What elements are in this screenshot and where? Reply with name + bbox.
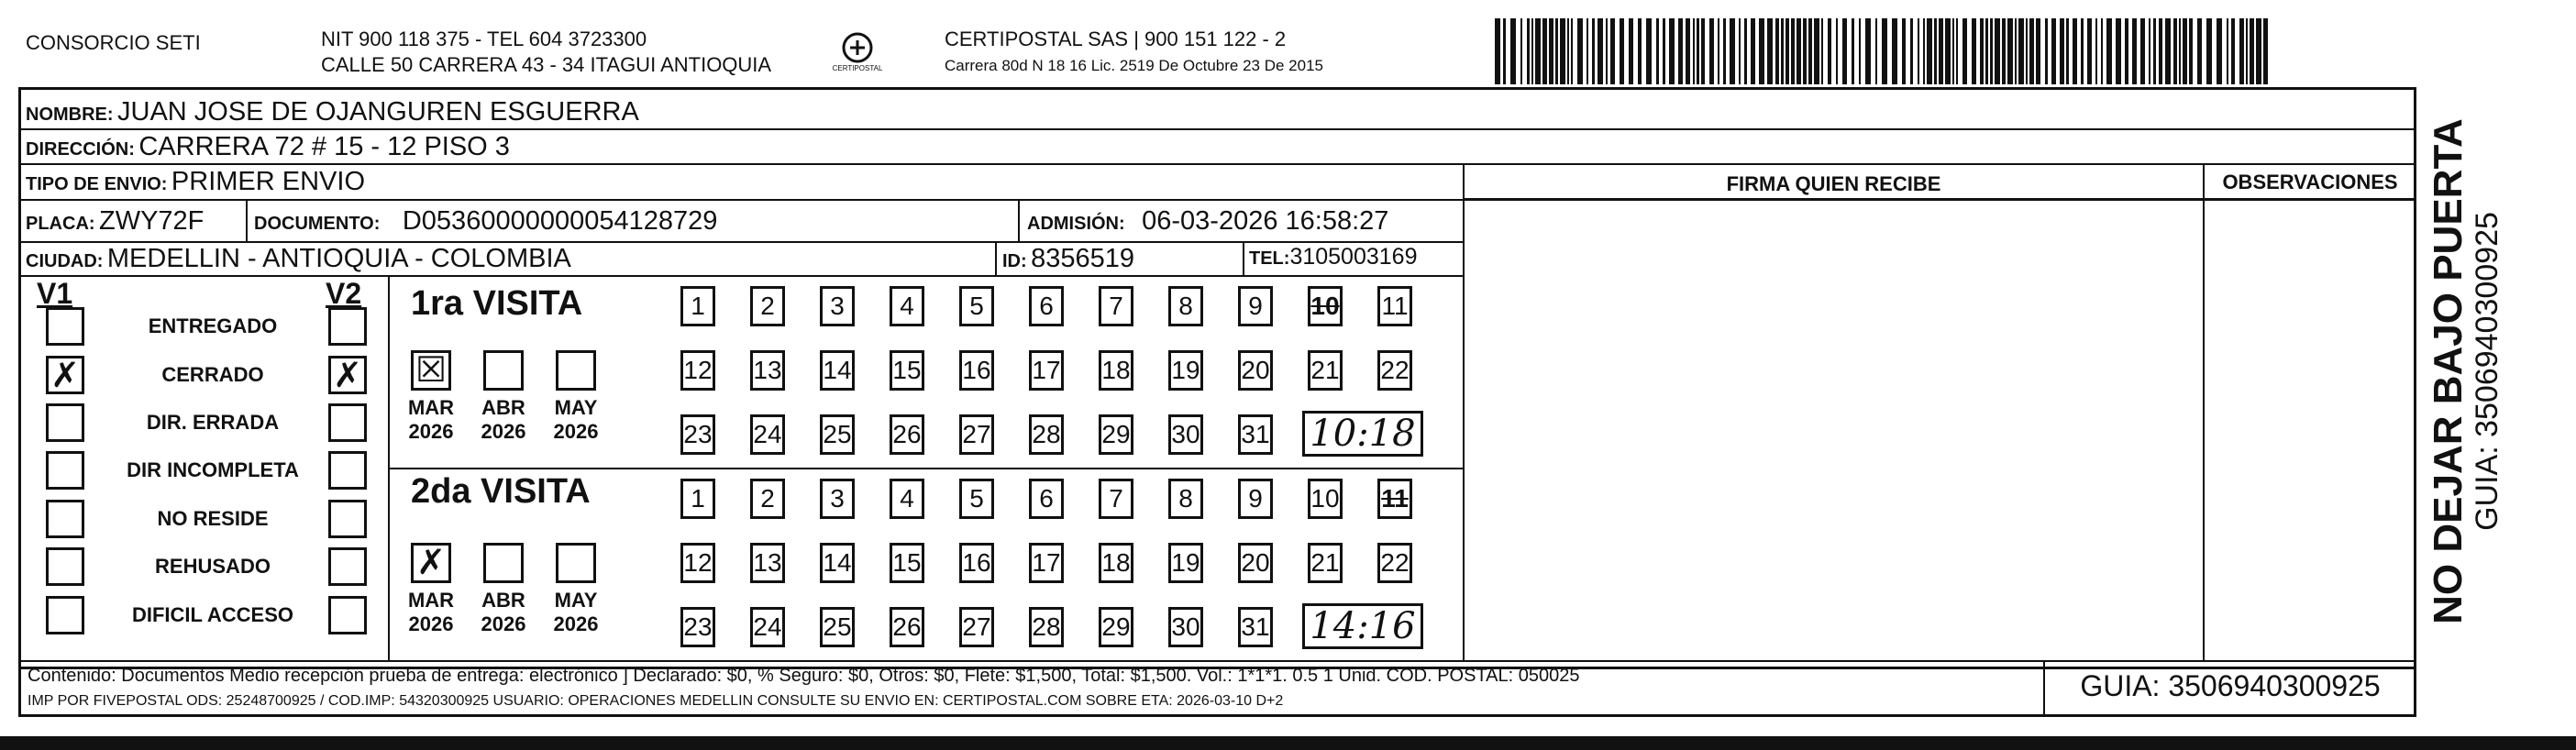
barcode-bar bbox=[1587, 18, 1588, 84]
month-name: ABR bbox=[481, 589, 525, 612]
v1-checkbox[interactable]: ✗ bbox=[46, 356, 84, 394]
barcode-bar bbox=[2206, 18, 2212, 84]
day-box[interactable]: 5 bbox=[959, 479, 994, 519]
barcode-bar bbox=[1939, 18, 1943, 84]
barcode-bar bbox=[1859, 18, 1861, 84]
admission-value: 06-03-2026 16:58:27 bbox=[1142, 206, 1389, 236]
barcode bbox=[1495, 18, 2274, 84]
day-box[interactable]: 26 bbox=[890, 607, 924, 647]
day-box[interactable]: 2 bbox=[750, 286, 785, 326]
barcode-bar bbox=[2217, 18, 2222, 84]
barcode-bar bbox=[2179, 18, 2181, 84]
barcode-bar bbox=[2060, 18, 2064, 84]
barcode-bar bbox=[1814, 18, 1819, 84]
barcode-bar bbox=[1527, 18, 1530, 84]
barcode-bar bbox=[1828, 18, 1831, 84]
plate-label: PLACA: bbox=[26, 214, 95, 234]
day-box[interactable]: 12 bbox=[680, 543, 715, 583]
status-label: NO RESIDE bbox=[157, 507, 269, 530]
status-label: DIFICIL ACCESO bbox=[131, 603, 293, 626]
month-name: MAR bbox=[407, 396, 455, 419]
month-year: 2026 bbox=[553, 612, 599, 635]
day-box[interactable]: 23 bbox=[680, 414, 715, 455]
barcode-bar bbox=[1693, 18, 1695, 84]
id-label: ID: bbox=[1002, 251, 1027, 271]
barcode-bar bbox=[1620, 18, 1624, 84]
document-row bbox=[254, 206, 717, 237]
month-year: 2026 bbox=[481, 612, 526, 635]
month-label bbox=[404, 589, 459, 636]
plate-row bbox=[26, 206, 204, 237]
barcode-bar bbox=[1797, 18, 1801, 84]
barcode-bar bbox=[2051, 18, 2056, 84]
address-label: DIRECCIÓN: bbox=[26, 139, 135, 160]
day-box[interactable]: 31 bbox=[1238, 607, 1273, 647]
month-checkbox[interactable]: ☒ bbox=[411, 350, 451, 391]
day-box[interactable]: 29 bbox=[1099, 607, 1133, 647]
recipient-address: CARRERA 72 # 15 - 12 PISO 3 bbox=[138, 132, 510, 161]
footer-guia: GUIA: 3506940300925 bbox=[2080, 669, 2381, 702]
day-box[interactable]: 8 bbox=[1168, 479, 1203, 519]
barcode-bar bbox=[2101, 18, 2103, 84]
barcode-bar bbox=[2087, 18, 2092, 84]
barcode-bar bbox=[1995, 18, 2000, 84]
barcode-bar bbox=[1686, 18, 1690, 84]
imp-line: IMP POR FIVEPOSTAL ODS: 25248700925 / COD.IMP: 54320300925 USUARIO: OPERACIONES MEDELLIN CONSULTE SU ENVIO EN: CERTIPOSTAL.COM SOBRE ETA: 2026-03-10 D+2 bbox=[28, 693, 1284, 709]
day-box[interactable]: 17 bbox=[1029, 543, 1064, 583]
month-label bbox=[404, 396, 459, 444]
address-line: CALLE 50 CARRERA 43 - 34 ITAGUI ANTIOQUIA bbox=[321, 53, 772, 76]
barcode-bar bbox=[1701, 18, 1705, 84]
day-box[interactable]: 19 bbox=[1168, 350, 1203, 391]
company-name: CONSORCIO SETI bbox=[26, 31, 201, 54]
barcode-bar bbox=[2227, 18, 2228, 84]
day-box[interactable]: 20 bbox=[1238, 543, 1273, 583]
barcode-bar bbox=[1510, 18, 1516, 84]
v2-checkbox[interactable] bbox=[328, 403, 367, 442]
day-box[interactable]: 25 bbox=[820, 414, 855, 455]
day-box[interactable]: 19 bbox=[1168, 543, 1203, 583]
status-label: DIR INCOMPLETA bbox=[127, 458, 299, 481]
observaciones-label: OBSERVACIONES bbox=[2222, 171, 2398, 193]
name-label: NOMBRE: bbox=[26, 105, 114, 125]
v2-checkbox[interactable] bbox=[328, 307, 367, 346]
shipment-type: PRIMER ENVIO bbox=[171, 167, 366, 196]
barcode-bar bbox=[1751, 18, 1755, 84]
day-box[interactable]: 6 bbox=[1029, 479, 1064, 519]
month-checkbox[interactable]: ✗ bbox=[411, 543, 451, 583]
barcode-bar bbox=[1709, 18, 1714, 84]
barcode-bar bbox=[2231, 18, 2235, 84]
v2-label: V2 bbox=[326, 277, 362, 310]
v2-checkbox[interactable] bbox=[328, 500, 367, 538]
barcode-bar bbox=[1767, 18, 1773, 84]
month-checkbox[interactable] bbox=[483, 350, 524, 391]
month-name: MAY bbox=[554, 396, 598, 419]
barcode-bar bbox=[1663, 18, 1665, 84]
nit-line: NIT 900 118 375 - TEL 604 3723300 bbox=[321, 28, 647, 50]
day-box[interactable]: 23 bbox=[680, 607, 715, 647]
day-box[interactable]: 22 bbox=[1377, 543, 1412, 583]
day-box[interactable]: 1 bbox=[680, 479, 715, 519]
v1-checkbox[interactable] bbox=[46, 403, 84, 442]
barcode-bar bbox=[1610, 18, 1615, 84]
barcode-bar bbox=[1560, 18, 1565, 84]
day-box[interactable]: 5 bbox=[959, 286, 994, 326]
logo-text: CERTIPOSTAL bbox=[832, 64, 883, 72]
v2-checkbox[interactable] bbox=[328, 451, 367, 490]
tel-row bbox=[1249, 244, 1417, 270]
barcode-bar bbox=[2007, 18, 2013, 84]
license-line: Carrera 80d N 18 16 Lic. 2519 De Octubre 23 De 2015 bbox=[945, 57, 1323, 74]
day-box[interactable]: 13 bbox=[750, 350, 785, 391]
barcode-bar bbox=[2029, 18, 2034, 84]
day-box[interactable]: 6 bbox=[1029, 286, 1064, 326]
admission-row bbox=[1027, 206, 1388, 237]
recipient-name: JUAN JOSE DE OJANGUREN ESGUERRA bbox=[117, 97, 639, 127]
barcode-bar bbox=[1902, 18, 1906, 84]
bottom-band bbox=[0, 736, 2576, 750]
status-label: REHUSADO bbox=[155, 555, 271, 578]
certipostal-line: CERTIPOSTAL SAS | 900 151 122 - 2 bbox=[945, 28, 1287, 50]
status-label: DIR. ERRADA bbox=[146, 411, 280, 434]
month-label bbox=[548, 396, 603, 444]
city-value: MEDELLIN - ANTIOQUIA - COLOMBIA bbox=[106, 244, 571, 273]
month-checkbox[interactable] bbox=[556, 543, 596, 583]
day-box[interactable]: 30 bbox=[1168, 607, 1203, 647]
barcode-bar bbox=[1910, 18, 1913, 84]
first-visit-label: 1ra VISITA bbox=[411, 284, 583, 323]
barcode-bar bbox=[1542, 18, 1547, 84]
month-checkbox[interactable] bbox=[483, 543, 524, 583]
barcode-bar bbox=[1836, 18, 1838, 84]
tel-label: TEL: bbox=[1249, 248, 1290, 269]
barcode-bar bbox=[2095, 18, 2097, 84]
address-row bbox=[26, 132, 510, 162]
document-value: D05360000000054128729 bbox=[402, 206, 718, 236]
day-box[interactable]: 12 bbox=[680, 350, 715, 391]
barcode-bar bbox=[1786, 18, 1789, 84]
status-label: CERRADO bbox=[161, 363, 264, 386]
barcode-bar bbox=[1656, 18, 1659, 84]
barcode-bar bbox=[1882, 18, 1887, 84]
barcode-bar bbox=[1592, 18, 1595, 84]
city-label: CIUDAD: bbox=[26, 251, 104, 271]
day-box[interactable]: 7 bbox=[1099, 479, 1133, 519]
barcode-bar bbox=[1962, 18, 1967, 84]
barcode-bar bbox=[2250, 18, 2254, 84]
day-box[interactable]: 28 bbox=[1029, 607, 1064, 647]
barcode-bar bbox=[1875, 18, 1877, 84]
v2-checkbox[interactable] bbox=[328, 547, 367, 586]
barcode-bar bbox=[1842, 18, 1847, 84]
type-row bbox=[26, 167, 365, 197]
barcode-bar bbox=[1852, 18, 1854, 84]
v1-label: V1 bbox=[37, 277, 73, 310]
plate-value: ZWY72F bbox=[99, 206, 205, 236]
day-box[interactable]: 9 bbox=[1238, 286, 1273, 326]
barcode-bar bbox=[1606, 18, 1608, 84]
barcode-bar bbox=[1775, 18, 1779, 84]
barcode-bar bbox=[2256, 18, 2261, 84]
day-box[interactable]: 15 bbox=[890, 350, 924, 391]
id-row bbox=[1002, 244, 1134, 274]
type-label: TIPO DE ENVIO: bbox=[26, 174, 168, 194]
month-year: 2026 bbox=[408, 612, 454, 635]
admission-label: ADMISIÓN: bbox=[1027, 214, 1125, 234]
barcode-bar bbox=[2140, 18, 2145, 84]
day-box[interactable]: 21 bbox=[1308, 543, 1343, 583]
name-row bbox=[26, 97, 639, 127]
day-box[interactable]: 14 bbox=[820, 543, 855, 583]
barcode-bar bbox=[1669, 18, 1675, 84]
month-name: MAY bbox=[554, 589, 598, 612]
day-box[interactable]: 18 bbox=[1099, 543, 1133, 583]
v1-checkbox[interactable] bbox=[46, 547, 84, 586]
barcode-bar bbox=[1980, 18, 1984, 84]
barcode-bar bbox=[2132, 18, 2137, 84]
day-box[interactable]: 30 bbox=[1168, 414, 1203, 455]
day-box[interactable]: 24 bbox=[750, 607, 785, 647]
barcode-bar bbox=[2015, 18, 2017, 84]
barcode-bar bbox=[1892, 18, 1897, 84]
day-box[interactable]: 17 bbox=[1029, 350, 1064, 391]
day-box[interactable]: 13 bbox=[750, 543, 785, 583]
month-year: 2026 bbox=[481, 420, 526, 443]
barcode-bar bbox=[2159, 18, 2162, 84]
barcode-bar bbox=[2173, 18, 2177, 84]
day-box[interactable]: 26 bbox=[890, 414, 924, 455]
content-line: Contenido: Documentos Medio recepción prueba de entrega: electrónico ] Declarado: $0, % Seguro: $0, Otros: $0, Flete: $1,500, Total: $1,500. Vol.: 1*1*1. 0.5 1 Unid. COD. POSTAL: 050025 bbox=[28, 666, 1580, 686]
month-year: 2026 bbox=[553, 420, 599, 443]
barcode-bar bbox=[1718, 18, 1719, 84]
barcode-bar bbox=[2183, 18, 2187, 84]
barcode-bar bbox=[1520, 18, 1522, 84]
barcode-bar bbox=[2036, 18, 2040, 84]
barcode-bar bbox=[1697, 18, 1699, 84]
firma-label: FIRMA QUIEN RECIBE bbox=[1726, 172, 1941, 195]
barcode-bar bbox=[2073, 18, 2077, 84]
barcode-bar bbox=[2239, 18, 2244, 84]
barcode-bar bbox=[1945, 18, 1951, 84]
barcode-bar bbox=[1629, 18, 1633, 84]
city-row bbox=[26, 244, 571, 274]
day-box[interactable]: 27 bbox=[959, 607, 994, 647]
barcode-bar bbox=[2116, 18, 2121, 84]
barcode-bar bbox=[1990, 18, 1993, 84]
barcode-bar bbox=[1723, 18, 1726, 84]
barcode-bar bbox=[1791, 18, 1795, 84]
barcode-bar bbox=[1638, 18, 1642, 84]
no-dejar-warning: NO DEJAR BAJO PUERTA bbox=[2426, 118, 2471, 624]
barcode-bar bbox=[2153, 18, 2156, 84]
barcode-bar bbox=[2189, 18, 2193, 84]
month-label bbox=[548, 589, 603, 636]
barcode-bar bbox=[1956, 18, 1958, 84]
day-box[interactable]: 11 bbox=[1377, 286, 1412, 326]
barcode-bar bbox=[2045, 18, 2048, 84]
barcode-bar bbox=[2066, 18, 2069, 84]
day-box[interactable]: 15 bbox=[890, 543, 924, 583]
month-name: MAR bbox=[407, 589, 455, 612]
barcode-bar bbox=[1571, 18, 1573, 84]
day-box[interactable]: 16 bbox=[959, 543, 994, 583]
day-box[interactable]: 18 bbox=[1099, 350, 1133, 391]
day-box[interactable]: 31 bbox=[1238, 414, 1273, 455]
day-box[interactable]: 7 bbox=[1099, 286, 1133, 326]
v1-checkbox[interactable] bbox=[46, 596, 84, 634]
day-box[interactable]: 24 bbox=[750, 414, 785, 455]
day-box[interactable]: 10 bbox=[1308, 286, 1343, 326]
v2-checkbox[interactable] bbox=[328, 596, 367, 634]
day-box[interactable]: 27 bbox=[959, 414, 994, 455]
barcode-bar bbox=[1972, 18, 1976, 84]
barcode-bar bbox=[1730, 18, 1735, 84]
certipostal-logo bbox=[830, 29, 885, 80]
v1-checkbox[interactable] bbox=[46, 500, 84, 538]
barcode-bar bbox=[2149, 18, 2150, 84]
barcode-bar bbox=[2125, 18, 2128, 84]
day-box[interactable]: 3 bbox=[820, 479, 855, 519]
barcode-bar bbox=[1555, 18, 1558, 84]
day-box[interactable]: 2 bbox=[750, 479, 785, 519]
barcode-bar bbox=[1781, 18, 1784, 84]
id-value: 8356519 bbox=[1031, 244, 1135, 273]
barcode-bar bbox=[2026, 18, 2028, 84]
month-label bbox=[476, 589, 531, 636]
barcode-bar bbox=[1985, 18, 1988, 84]
barcode-bar bbox=[1549, 18, 1553, 84]
barcode-bar bbox=[1803, 18, 1807, 84]
barcode-bar bbox=[1535, 18, 1541, 84]
barcode-bar bbox=[1567, 18, 1569, 84]
day-box[interactable]: 1 bbox=[680, 286, 715, 326]
barcode-bar bbox=[1918, 18, 1919, 84]
day-box[interactable]: 21 bbox=[1308, 350, 1343, 391]
day-box[interactable]: 10 bbox=[1308, 479, 1343, 519]
barcode-bar bbox=[1927, 18, 1932, 84]
month-name: ABR bbox=[481, 396, 525, 419]
barcode-bar bbox=[2018, 18, 2024, 84]
month-checkbox[interactable] bbox=[556, 350, 596, 391]
barcode-bar bbox=[1759, 18, 1764, 84]
barcode-bar bbox=[1821, 18, 1823, 84]
day-box[interactable]: 29 bbox=[1099, 414, 1133, 455]
barcode-bar bbox=[1598, 18, 1603, 84]
day-box[interactable]: 16 bbox=[959, 350, 994, 391]
v1-checkbox[interactable] bbox=[46, 451, 84, 490]
side-panel bbox=[2416, 118, 2504, 633]
second-visit-label: 2da VISITA bbox=[411, 472, 591, 511]
month-year: 2026 bbox=[408, 420, 454, 443]
barcode-bar bbox=[1495, 18, 1500, 84]
barcode-bar bbox=[1531, 18, 1533, 84]
day-box[interactable]: 22 bbox=[1377, 350, 1412, 391]
day-box[interactable]: 3 bbox=[820, 286, 855, 326]
status-label: ENTREGADO bbox=[148, 314, 278, 337]
barcode-bar bbox=[2002, 18, 2006, 84]
barcode-bar bbox=[1923, 18, 1925, 84]
day-box[interactable]: 28 bbox=[1029, 414, 1064, 455]
v1-checkbox[interactable] bbox=[46, 307, 84, 346]
day-box[interactable]: 20 bbox=[1238, 350, 1273, 391]
day-box[interactable]: 25 bbox=[820, 607, 855, 647]
v2-checkbox[interactable]: ✗ bbox=[328, 356, 367, 394]
barcode-bar bbox=[1934, 18, 1937, 84]
day-box[interactable]: 8 bbox=[1168, 286, 1203, 326]
day-box[interactable]: 4 bbox=[890, 479, 924, 519]
barcode-bar bbox=[2263, 18, 2268, 84]
barcode-bar bbox=[1577, 18, 1583, 84]
tel-value: 3105003169 bbox=[1289, 244, 1418, 270]
barcode-bar bbox=[1503, 18, 1506, 84]
side-guia: GUIA: 3506940300925 bbox=[2470, 212, 2504, 531]
barcode-bar bbox=[1744, 18, 1747, 84]
barcode-bar bbox=[1952, 18, 1954, 84]
barcode-bar bbox=[1646, 18, 1652, 84]
day-box[interactable]: 9 bbox=[1238, 479, 1273, 519]
barcode-bar bbox=[1808, 18, 1812, 84]
visit-time-field[interactable]: 14:16 bbox=[1302, 603, 1423, 649]
document-label: DOCUMENTO: bbox=[254, 214, 381, 234]
barcode-bar bbox=[2246, 18, 2248, 84]
day-box[interactable]: 4 bbox=[890, 286, 924, 326]
barcode-bar bbox=[1865, 18, 1871, 84]
barcode-bar bbox=[2106, 18, 2112, 84]
day-box[interactable]: 14 bbox=[820, 350, 855, 391]
day-box[interactable]: 11 bbox=[1377, 479, 1412, 519]
barcode-bar bbox=[2081, 18, 2084, 84]
barcode-bar bbox=[2197, 18, 2202, 84]
barcode-bar bbox=[2165, 18, 2171, 84]
barcode-bar bbox=[1739, 18, 1741, 84]
visit-time-field[interactable]: 10:18 bbox=[1302, 411, 1423, 457]
month-label bbox=[476, 396, 531, 444]
barcode-bar bbox=[1678, 18, 1683, 84]
